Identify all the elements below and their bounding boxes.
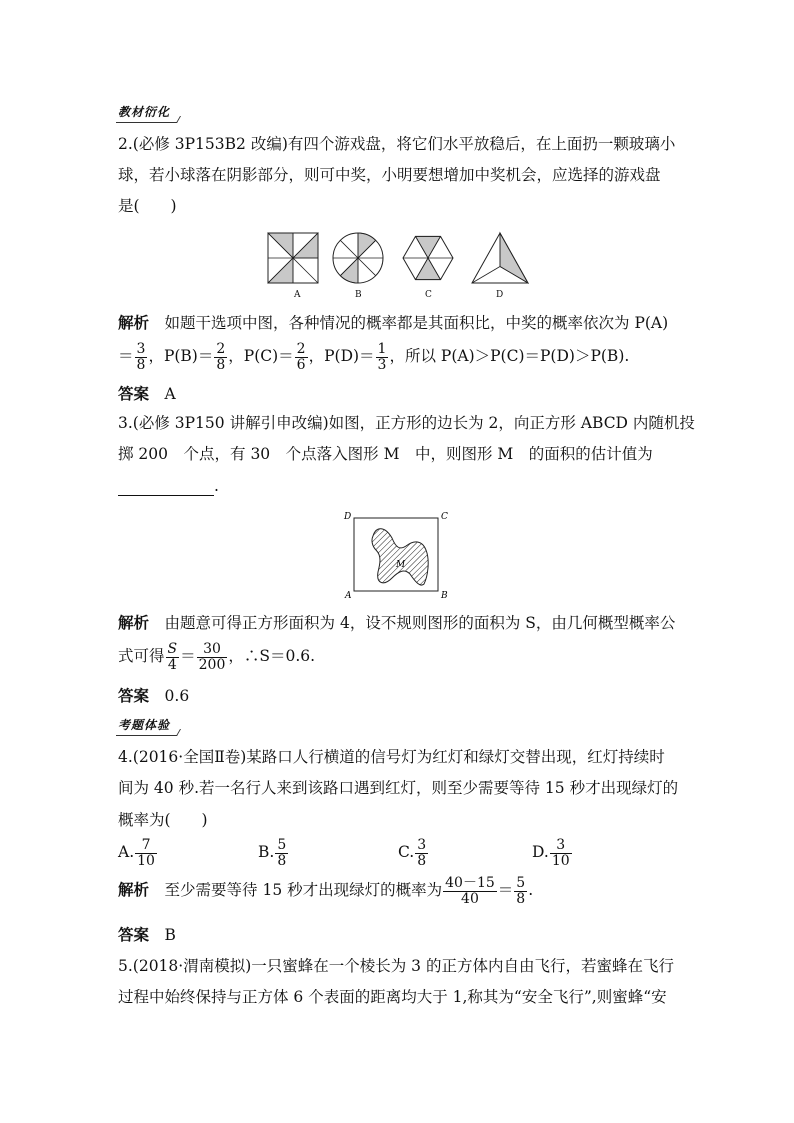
answer-value: B	[164, 926, 176, 944]
eq-sign: ＝	[180, 647, 196, 665]
board-label-a: A	[294, 290, 301, 300]
q5-line1: 5.(2018·渭南模拟)一只蜜蜂在一个棱长为 3 的正方体内自由飞行，若蜜蜂在飞行	[118, 957, 674, 975]
option-label: D.	[532, 843, 549, 861]
board-b	[333, 233, 383, 283]
q4-line1: 4.(2016·全国Ⅱ卷)某路口人行横道的信号灯为红灯和绿灯交替出现，红灯持续时	[118, 748, 665, 766]
frac-40-15: $\frac{40-15}{40}$	[445, 874, 495, 907]
q4-option-b	[258, 836, 289, 869]
pd-text: ，P(D)＝	[308, 347, 375, 365]
region-label-m: M	[396, 560, 406, 570]
region-m	[372, 529, 428, 585]
q2-line3: 是( )	[118, 197, 177, 215]
vertex-a: A	[345, 591, 352, 601]
q2-solution-line1	[118, 313, 668, 333]
q3-solution-line2	[118, 640, 315, 673]
option-frac: $\frac{3}{10}$	[551, 836, 570, 869]
vertex-c: C	[441, 512, 448, 522]
vertex-d: D	[344, 512, 352, 522]
option-frac: $\frac{5}{8}$	[277, 836, 287, 869]
frac-pc: $\frac{2}{6}$	[296, 340, 306, 373]
q4-solution	[118, 874, 533, 907]
frac-pa: $\frac{3}{8}$	[136, 340, 146, 373]
q5-line2: 过程中始终保持与正方体 6 个表面的距离均大于 1,称其为“安全飞行”,则蜜蜂“安	[118, 988, 667, 1006]
option-label: C.	[398, 843, 415, 861]
q2-answer	[118, 384, 176, 404]
board-d	[472, 233, 528, 283]
frac-pb: $\frac{2}{8}$	[216, 340, 226, 373]
frac-5-8: $\frac{5}{8}$	[516, 874, 526, 907]
section-tag-exam	[118, 716, 170, 733]
q3-square-figure	[340, 506, 462, 602]
answer-value: A	[164, 385, 176, 403]
q2-solution-line2	[118, 340, 629, 373]
board-label-c: C	[425, 290, 432, 300]
board-label-d: D	[496, 290, 504, 300]
q3-line3	[118, 476, 219, 496]
q4-period: .	[528, 881, 534, 899]
answer-label: 答案	[118, 925, 150, 944]
board-a	[268, 233, 318, 283]
board-label-b: B	[355, 290, 362, 300]
answer-blank	[118, 481, 214, 496]
frac-s4: $\frac{S}{4}$	[167, 640, 178, 673]
q4-solution-text: 至少需要等待 15 秒才出现绿灯的概率为	[164, 881, 443, 899]
solution-label: 解析	[118, 880, 150, 899]
option-frac: $\frac{3}{8}$	[417, 836, 427, 869]
q4-option-c	[398, 836, 429, 869]
q3-period: .	[214, 477, 219, 495]
solution-label: 解析	[118, 313, 150, 332]
tag-hook	[170, 729, 181, 736]
eq-sign: ＝	[118, 347, 134, 365]
q4-line2: 间为 40 秒.若一名行人来到该路口遇到红灯，则至少需要等待 15 秒才出现绿灯的	[118, 779, 679, 797]
frac-30-200: $\frac{30}{200}$	[198, 640, 226, 673]
q4-line3: 概率为( )	[118, 811, 208, 829]
eq-sign: ＝	[497, 881, 514, 899]
solution-label: 解析	[118, 613, 150, 632]
pc-text: ，P(C)＝	[228, 347, 294, 365]
answer-label: 答案	[118, 384, 150, 403]
option-label: A.	[118, 843, 135, 861]
q4-answer	[118, 925, 176, 945]
q2-solution-text: 如题干选项中图，各种情况的概率都是其面积比，中奖的概率依次为 P(A)	[164, 314, 669, 332]
section-tag-textbook	[118, 103, 170, 120]
option-label: B.	[258, 843, 275, 861]
q3-solution-tail: ，∴S＝0.6.	[228, 647, 316, 665]
q3-line1: 3.(必修 3P150 讲解引申改编)如图，正方形的边长为 2，向正方形 ABCD 内随机投	[118, 414, 695, 432]
section-tag-text: 考题体验	[118, 718, 171, 732]
q3-answer	[118, 686, 189, 706]
q2-line1: 2.(必修 3P153B2 改编)有四个游戏盘，将它们水平放稳后，在上面扔一颗玻璃小	[118, 135, 676, 153]
q3-solution-text: 由题意可得正方形面积为 4，设不规则图形的面积为 S，由几何概型概率公	[164, 614, 676, 632]
tag-hook	[170, 116, 181, 123]
section-tag-text: 教材衍化	[118, 105, 171, 119]
q3-solution-line1	[118, 613, 675, 633]
board-c	[403, 236, 453, 279]
answer-label: 答案	[118, 686, 150, 705]
q4-option-d	[532, 836, 573, 869]
pb-text: ，P(B)＝	[148, 347, 214, 365]
q4-option-a	[118, 836, 158, 869]
answer-value: 0.6	[164, 687, 190, 705]
q2-solution-tail: ，所以 P(A)＞P(C)＝P(D)＞P(B).	[389, 347, 630, 365]
q3-solution-pre: 式可得	[118, 647, 165, 665]
q2-line2: 球，若小球落在阴影部分，则可中奖，小明要想增加中奖机会，应选择的游戏盘	[118, 166, 661, 184]
option-frac: $\frac{7}{10}$	[137, 836, 155, 869]
frac-pd: $\frac{1}{3}$	[377, 340, 387, 373]
vertex-b: B	[441, 591, 448, 601]
q3-line2: 掷 200 个点，有 30 个点落入图形 M 中，则图形 M 的面积的估计值为	[118, 445, 653, 463]
q2-game-boards-figure	[262, 230, 534, 300]
